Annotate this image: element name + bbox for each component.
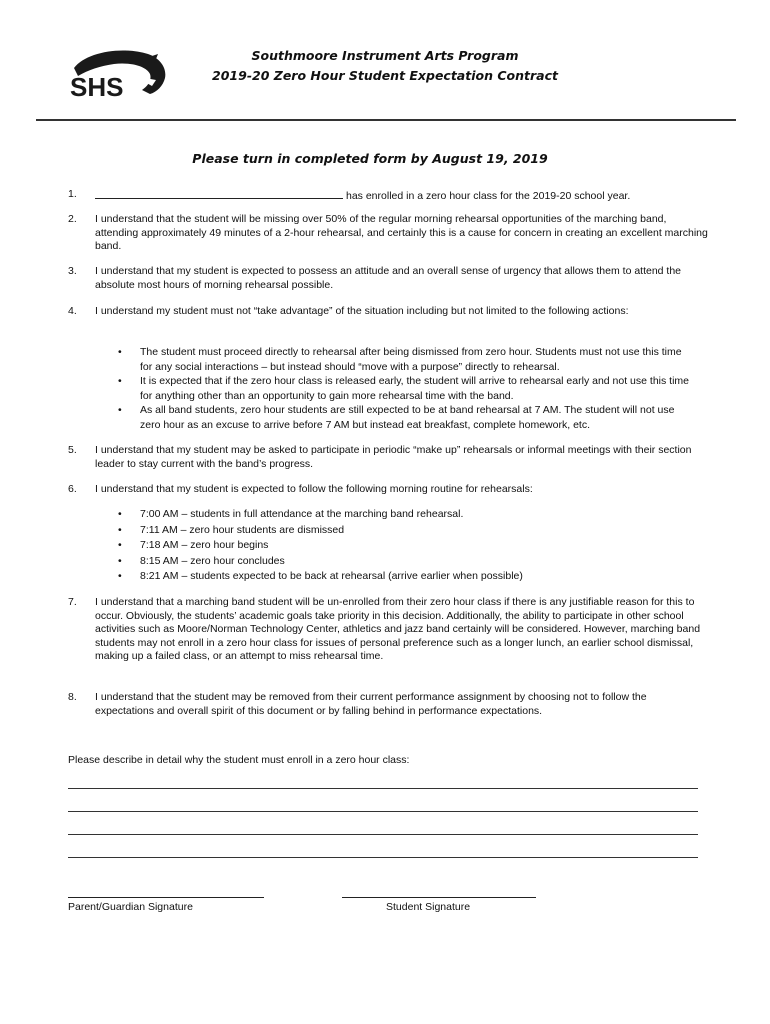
bullet-text: The student must proceed directly to rehearsal after being dismissed from zero hour. Students must not use this time for any social interactions – but instead should “move with a purpose” directly to rehearsal. [140, 346, 682, 373]
item-text: has enrolled in a zero hour class for the 2019-20 school year. [346, 190, 631, 202]
answer-line-1[interactable] [68, 787, 698, 789]
schedule-item [118, 507, 693, 523]
answer-line-4[interactable] [68, 856, 698, 858]
answer-line-3[interactable] [68, 833, 698, 835]
item-text: I understand that the student may be removed from their current performance assignment by choosing not to follow the expectations and overall spirit of this document or by falling behind in performance expectations. [95, 691, 647, 717]
header-title [180, 46, 590, 86]
student-signature-label: Student Signature [386, 901, 471, 913]
item-number: 8. [68, 691, 77, 703]
contract-item-5 [68, 444, 708, 471]
item-number: 4. [68, 305, 77, 317]
bullet-dot: • [118, 554, 122, 567]
bullet-item [118, 345, 693, 374]
parent-signature-line[interactable] [68, 896, 264, 898]
deadline-notice: Please turn in completed form by August 19, 2019 [192, 151, 548, 166]
item-number: 1. [68, 188, 77, 200]
item-text: I understand my student must not “take advantage” of the situation including but not limited to the following actions: [95, 305, 629, 317]
shs-panther-logo [64, 46, 168, 102]
item-text: I understand that the student will be missing over 50% of the regular morning rehearsal opportunities of the marching band, attending approximately 49 minutes of a 2-hour rehearsal, and certainly this is a cause for concern in creating an excellent marching band. [95, 213, 708, 252]
schedule-item [118, 554, 693, 570]
item-number: 2. [68, 213, 77, 225]
contract-item-2 [68, 213, 708, 254]
bullet-dot: • [118, 570, 122, 582]
bullet-dot: • [118, 346, 122, 358]
schedule-item [118, 523, 693, 539]
schedule-text: 8:21 AM – students expected to be back at rehearsal (arrive earlier when possible) [140, 570, 523, 582]
item-6-schedule-list [118, 507, 693, 585]
bullet-item [118, 403, 693, 432]
contract-item-6 [68, 483, 708, 497]
contract-item-7 [68, 596, 708, 664]
item-4-bullet-list [118, 345, 693, 432]
item-text: I understand that my student is expected to possess an attitude and an overall sense of urgency that allows them to attend the absolute most hours of morning rehearsal possible. [95, 265, 682, 291]
schedule-text: 7:11 AM – zero hour students are dismissed [140, 523, 345, 536]
bullet-dot: • [118, 539, 122, 551]
bullet-item [118, 374, 693, 403]
contract-title: 2019-20 Zero Hour Student Expectation Contract [212, 68, 558, 83]
program-name: Southmoore Instrument Arts Program [251, 48, 519, 63]
item-number: 7. [68, 596, 77, 608]
item-text: I understand that a marching band student will be un-enrolled from their zero hour class if there is any justifiable reason for this to occur. Obviously, the students’ academic goals take priority in this decision. Additionally, the ability to participate in other school activities such as Moore/Norman Technology Center, athletics and jazz band certainly will be considered. However, marching band students may not enroll in a zero hour class for issues of personal preference such as a longer lunch, an earlier school dismissal, making up a failed class, or an attempt to miss rehearsal time. [95, 596, 701, 662]
schedule-text: 7:00 AM – students in full attendance at the marching band rehearsal. [140, 508, 464, 520]
bullet-dot: • [118, 508, 122, 520]
contract-item-4 [68, 305, 708, 319]
schedule-item [118, 569, 693, 585]
bullet-text: As all band students, zero hour students are still expected to be at band rehearsal at 7 AM. The student will not use zero hour as an excuse to arrive before 7 AM but instead eat breakfast, complete homework, etc. [140, 404, 675, 431]
header-divider [36, 119, 736, 121]
schedule-text: 8:15 AM – zero hour concludes [140, 554, 285, 567]
student-signature-line[interactable] [342, 896, 536, 898]
student-name-field[interactable] [95, 188, 343, 199]
bullet-text: It is expected that if the zero hour class is released early, the student will arrive to rehearsal early and not use this time for anything other than an opportunity to gain more rehearsal time with the band. [140, 375, 689, 402]
describe-prompt: Please describe in detail why the student must enroll in a zero hour class: [68, 754, 410, 766]
item-number: 3. [68, 265, 77, 277]
item-number: 6. [68, 483, 77, 495]
bullet-dot: • [118, 375, 122, 387]
schedule-item [118, 538, 693, 554]
schedule-text: 7:18 AM – zero hour begins [140, 539, 269, 551]
item-number: 5. [68, 444, 77, 456]
answer-line-2[interactable] [68, 810, 698, 812]
item-text: I understand that my student is expected to follow the following morning routine for rehearsals: [95, 483, 533, 495]
bullet-dot: • [118, 523, 122, 536]
bullet-dot: • [118, 404, 122, 416]
contract-item-1 [68, 188, 708, 204]
logo-text: SHS [70, 72, 124, 102]
contract-item-8 [68, 691, 708, 718]
contract-item-3 [68, 265, 708, 292]
item-text: I understand that my student may be asked to participate in periodic “make up” rehearsals or informal meetings with their section leader to stay current with the band’s progress. [95, 444, 692, 470]
parent-signature-label: Parent/Guardian Signature [68, 901, 193, 913]
